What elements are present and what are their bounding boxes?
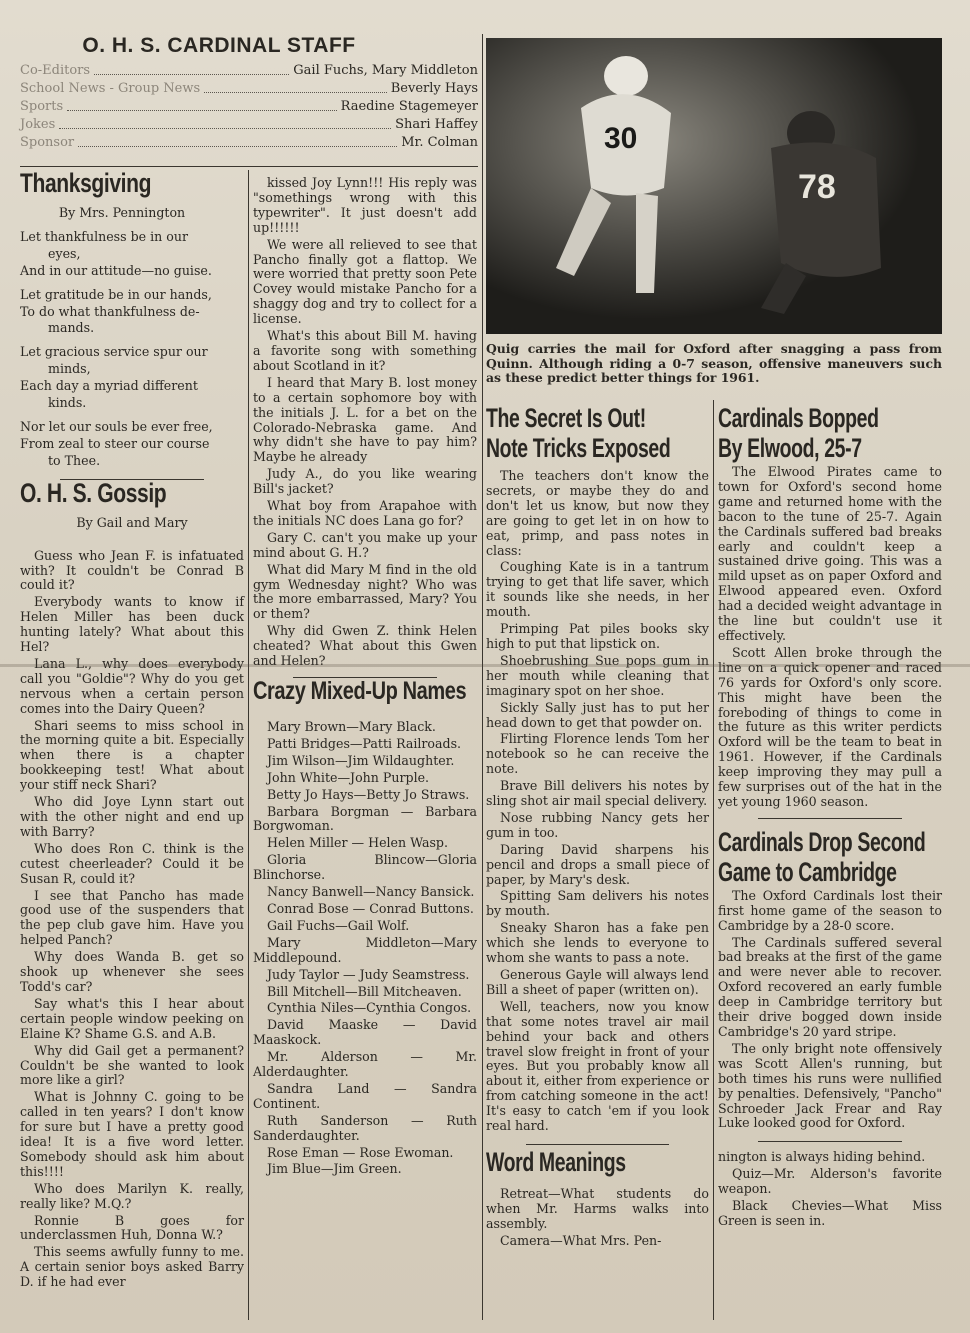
gossip-item: Why did Gail get a permanent? Couldn't be she wanted to look more like a girl? (20, 1042, 244, 1088)
staff-title: O. H. S. CARDINAL STAFF (82, 34, 356, 57)
poem-line: eyes, (48, 245, 81, 261)
article-paragraph: Shoebrushing Sue pops gum in her mouth while cleaning that imaginary spot on her shoe. (486, 652, 709, 698)
words-title: Word Meanings (486, 1146, 626, 1177)
gossip-item: I heard that Mary B. lost money to a certain sophomore boy with the initials J. L. for a bet on the Colorado-Nebraska game. And why didn't she have to pay him? Maybe he already (253, 374, 477, 465)
gossip-item: Gary C. can't you make up your mind about G. H.? (253, 529, 477, 560)
poem-line: minds, (48, 361, 91, 377)
gossip-item: What boy from Arapahoe with the initials NC does Lana go for? (253, 498, 477, 528)
word-meaning: Black Chevies—What Miss Green is seen in. (718, 1198, 942, 1228)
section-divider (526, 1144, 669, 1145)
staff-divider (20, 166, 478, 167)
gossip-item: Everybody wants to know if Helen Miller has been duck hunting lately? What about this Hel? (20, 594, 244, 655)
name-pair: Barbara Borgman — Barbara Borgwoman. (253, 803, 477, 834)
poem-line: And in our attitude—no guise. (20, 262, 212, 278)
gossip-item: What's this about Bill M. having a favorite song with something about Scotland in it? (253, 328, 477, 373)
word-meaning: Retreat—What students do when Mr. Harms walks into assembly. (486, 1185, 709, 1231)
name-pair: Gloria Blincow—Gloria Blinchorse. (253, 852, 477, 883)
name-pair: Conrad Bose — Conrad Buttons. (267, 900, 474, 916)
jersey-number-2: 78 (798, 168, 836, 206)
cambridge-title: Cardinals Drop Second Game to Cambridge (718, 826, 926, 887)
staff-names: Shari Haffey (395, 117, 478, 132)
photo-caption: Quig carries the mail for Oxford after snagging a pass from Quinn. Although riding a 0-7 season, offensive maneuvers such as these predict better things for 1961. (486, 341, 942, 386)
word-meaning: Quiz—Mr. Alderson's favorite weapon. (718, 1166, 942, 1197)
staff-list (20, 62, 478, 152)
column-rule (482, 34, 483, 1320)
article-paragraph: Generous Gayle will always lend Bill a sheet of paper (written on). (486, 967, 709, 997)
football-photo-graphic (486, 38, 942, 334)
staff-box (20, 34, 478, 152)
gossip-item: Who did Joye Lynn start out with the other night and end up with Barry? (20, 794, 244, 839)
article-paragraph: Scott Allen broke through the line on a quick opener and raced 76 yards for Oxford's only score. This might have been the foreboding of things to come in the future as this writer perdicts Oxford will be the team to beat in 1961. However, if the Cardinals keep improving they may pull a few surprises out of the hat in the yet young 1960 season. (718, 644, 942, 809)
name-pair: Jim Blue—Jim Green. (267, 1161, 402, 1177)
name-pair: Mr. Alderson — Mr. Alderdaughter. (253, 1049, 477, 1080)
column-rule (248, 170, 249, 1320)
poem-line: Nor let our souls be ever free, (20, 418, 213, 434)
name-pair: David Maaske — David Maaskock. (253, 1017, 477, 1048)
football-photo (486, 38, 942, 334)
leader-dots (94, 62, 289, 75)
staff-row (20, 62, 478, 80)
article-paragraph: Well, teachers, now you know that some notes travel air mail behind your back and others travel slow freight in front of your eyes. But you probably know all about it, either from experience or from catching someone in the act! It's easy to catch 'em if you look real hard. (486, 998, 709, 1134)
name-pair: Betty Jo Hays—Betty Jo Straws. (267, 786, 470, 802)
name-pair: Cynthia Niles—Cynthia Congos. (267, 1000, 472, 1016)
leader-dots (59, 116, 391, 129)
gossip-item: Why did Gwen Z. think Helen cheated? What about this Gwen and Helen? (253, 623, 477, 669)
staff-names: Mr. Colman (401, 135, 478, 150)
name-pair: Nancy Banwell—Nancy Bansick. (267, 884, 475, 900)
name-pair: Gail Fuchs—Gail Wolf. (267, 917, 410, 933)
leader-dots (67, 98, 336, 111)
name-pair: Sandra Land — Sandra Continent. (253, 1080, 477, 1111)
column-2 (253, 176, 477, 1177)
article-paragraph: The Oxford Cardinals lost their first home game of the season to Cambridge by a 28-0 score. (718, 887, 942, 933)
article-paragraph: Sneaky Sharon has a fake pen which she lends to everyone to whom she wants to pass a note. (486, 920, 709, 966)
thanksgiving-poem (20, 230, 244, 469)
gossip-item: Why does Wanda B. get so shook up whenever she sees Todd's car? (20, 949, 244, 994)
column-4 (718, 403, 942, 1229)
gossip-item: Lana L., why does everybody call you "Goldie"? Why do you get nervous when a certain person comes into the Dairy Queen? (20, 655, 244, 716)
leader-dots (78, 134, 397, 147)
gossip-item: What is Johnny C. going to be called in ten years? I don't know for sure but I have a pretty good idea! It is a five word letter. Somebody should ask him about this!!!! (20, 1089, 244, 1179)
page-fold (0, 664, 970, 667)
article-paragraph: Nose rubbing Nancy gets her gum in too. (486, 809, 709, 840)
staff-role: Jokes (20, 117, 56, 132)
gossip-column-2 (253, 176, 477, 669)
section-divider (758, 818, 902, 819)
word-meaning: Camera—What Mrs. Pen- (500, 1232, 662, 1248)
poem-line: to Thee. (48, 452, 101, 468)
name-pair: Ruth Sanderson — Ruth Sanderdaughter. (253, 1112, 477, 1143)
staff-row (20, 116, 478, 134)
article-paragraph: Spitting Sam delivers his notes by mouth. (486, 888, 709, 919)
section-divider (758, 1141, 902, 1142)
name-pair: John White—John Purple. (267, 769, 430, 785)
gossip-column-1 (20, 549, 244, 1291)
article-paragraph: Flirting Florence lends Tom her notebook so he can receive the note. (486, 731, 709, 777)
column-1 (20, 168, 244, 1290)
name-pair: Patti Bridges—Patti Railroads. (267, 735, 462, 751)
poem-line: From zeal to steer our course (20, 435, 210, 451)
poem-line: To do what thankfulness de- (20, 303, 200, 319)
staff-row (20, 98, 478, 116)
staff-names: Beverly Hays (390, 81, 478, 96)
poem-line: Let gracious service spur our (20, 344, 208, 360)
gossip-byline: By Gail and Mary (76, 514, 188, 530)
name-pair: Mary Brown—Mary Black. (267, 719, 436, 734)
staff-names: Raedine Stagemeyer (340, 99, 478, 114)
article-paragraph: Brave Bill delivers his notes by sling shot air mail special delivery. (486, 778, 709, 809)
gossip-item: kissed Joy Lynn!!! His reply was "somethings wrong with this typewriter". It just doesn't add up!!!!!! (253, 175, 477, 235)
thanksgiving-title: Thanksgiving (20, 168, 152, 198)
name-pair: Judy Taylor — Judy Seamstress. (267, 966, 470, 982)
poem-line: Let thankfulness be in our (20, 228, 188, 244)
secret-article (486, 469, 709, 1134)
gossip-item: Guess who Jean F. is infatuated with? It couldn't be Conrad B could it? (20, 547, 244, 593)
staff-role: Sponsor (20, 135, 75, 150)
article-paragraph: The Elwood Pirates came to town for Oxford's second home game and returned home with the bacon to the tune of 25-7. Again the Cardinals suffered bad breaks early and couldn't keep a sustained drive going. This was a mild upset as on paper Oxford and Elwood appeared even. Oxford had a decided weight advantage in the line but couldn't use it effectively. (718, 464, 942, 643)
column-3 (486, 403, 709, 1249)
secret-title: The Secret Is Out! Note Tricks Exposed (486, 403, 671, 463)
article-paragraph: Sickly Sally just has to put her head down to get that powder on. (486, 699, 709, 730)
gossip-item: Who does Marilyn K. really, really like? M.Q.? (20, 1180, 244, 1211)
column-rule (713, 400, 714, 1320)
article-paragraph: Primping Pat piles books sky high to put that lipstick on. (486, 621, 709, 651)
gossip-item: Who does Ron C. think is the cutest cheerleader? Could it be Susan R, could it? (20, 840, 244, 886)
staff-role: Co-Editors (20, 63, 91, 78)
poem-line: Each day a myriad different (20, 378, 198, 394)
jersey-number-1: 30 (604, 122, 638, 155)
gossip-item: This seems awfully funny to me. A certain senior boys asked Barry D. if he had ever (20, 1244, 244, 1290)
gossip-item: I see that Pancho has made good use of the suspenders that the pep club gave him. Have you helped Panch? (20, 887, 244, 948)
word-meaning: nington is always hiding behind. (718, 1149, 926, 1165)
thanksgiving-byline: By Mrs. Pennington (58, 205, 186, 220)
staff-row (20, 134, 478, 152)
gossip-item: We were all relieved to see that Pancho finally got a flattop. We were worried that pretty soon Pete Covey would mistake Pancho for a shaggy dog and try to collect for a license. (253, 236, 477, 327)
gossip-item: Say what's this I hear about certain people window peeking on Elaine K? Shame G.S. and A.B. (20, 995, 244, 1041)
gossip-item: Judy A., do you like wearing Bill's jacket? (253, 466, 477, 497)
article-paragraph: The only bright note offensively was Scott Allen's running, but both times his runs were nullified by penalties. Defensively, "Pancho" Schroeder Jack Frear and Ray Luke looked good for Oxford. (718, 1040, 942, 1131)
poem-line: Let gratitude be in our hands, (20, 286, 212, 302)
gossip-item: Shari seems to miss school in the morning quite a bit. Especially when there is a chapter bookkeeping test! What about your stiff neck Shari? (20, 717, 244, 793)
bopped-article (718, 465, 942, 810)
words-column-2 (718, 1150, 942, 1229)
staff-role: School News - Group News (20, 81, 201, 96)
article-paragraph: Coughing Kate is in a tantrum trying to get that life saver, which it sounds like she needs, in her mouth. (486, 559, 709, 620)
staff-names: Gail Fuchs, Mary Middleton (293, 63, 478, 78)
staff-role: Sports (20, 99, 64, 114)
names-title: Crazy Mixed-Up Names (253, 677, 467, 705)
name-pair: Mary Middleton—Mary Middlepound. (253, 934, 477, 965)
poem-line: mands. (48, 320, 95, 336)
article-paragraph: Daring David sharpens his pencil and drops a small piece of paper, by Mary's desk. (486, 841, 709, 887)
gossip-item: Ronnie B goes for underclassmen Huh, Donna W.? (20, 1212, 244, 1243)
gossip-item: What did Mary M find in the old gym Wednesday night? Who was the more embarrassed, Mary? You or them? (253, 561, 477, 622)
cambridge-article (718, 889, 942, 1132)
poem-line: kinds. (48, 395, 87, 411)
article-paragraph: The Cardinals suffered several bad breaks at the first of the game and were never able to recover. Oxford recovered an early fumble deep in Cambridge territory but their drive bogged down inside Cambridge's 20 yard stripe. (718, 934, 942, 1039)
name-pair: Jim Wilson—Jim Wildaughter. (267, 752, 455, 768)
name-pair: Rose Eman — Rose Ewoman. (267, 1144, 454, 1160)
name-pair: Helen Miller — Helen Wasp. (267, 835, 448, 851)
leader-dots (204, 80, 387, 93)
bopped-title: Cardinals Bopped By Elwood, 25-7 (718, 403, 879, 463)
name-pair: Bill Mitchell—Bill Mitcheaven. (267, 983, 462, 999)
staff-row (20, 80, 478, 98)
words-column-1 (486, 1187, 709, 1249)
names-list (253, 720, 477, 1177)
gossip-title: O. H. S. Gossip (20, 477, 167, 508)
article-paragraph: The teachers don't know the secrets, or maybe they do and don't let us know, but now they are going to get let in on how to eat, primp, and pass notes in class: (486, 468, 709, 558)
